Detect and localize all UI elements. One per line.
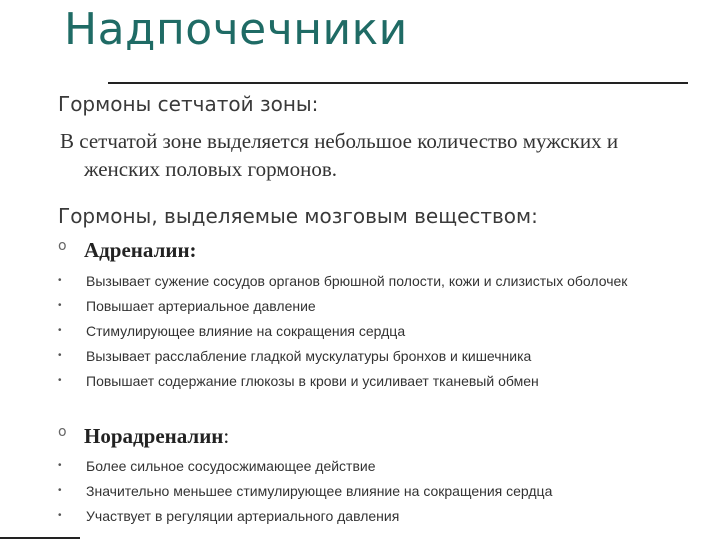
group-heading-adrenaline [58,238,197,263]
noradrenaline-effects-list [58,457,658,532]
title-divider [108,82,688,84]
group-name: Норадреналин [84,424,224,448]
list-item: • Значительно меньшее стимулирующее влияние на сокращения сердца [58,483,553,499]
group-name: Адреналин: [84,238,197,262]
list-item: • Более сильное сосудосжимающее действие [58,458,376,474]
corner-line [0,537,80,539]
paragraph-line-1: В сетчатой зоне выделяется небольшое количество мужских и [60,129,619,153]
group-heading-noradrenaline: o Норадреналин: [58,424,230,448]
hollow-bullet-icon: o [58,238,67,254]
adrenaline-effects-list [58,272,658,397]
slide-title: Надпочечники [64,4,408,55]
hollow-bullet-icon: o [58,424,67,440]
bullet-icon: • [58,460,62,471]
paragraph-line-2: женских половых гормонов. [84,157,337,181]
bullet-icon: • [58,275,62,286]
bullet-icon: • [58,485,62,496]
list-item: • Повышает артериальное давление [58,298,316,314]
bullet-icon: • [58,375,62,386]
bullet-icon: • [58,510,62,521]
list-item: • Вызывает расслабление гладкой мускулатуры бронхов и кишечника [58,348,532,364]
bullet-icon: • [58,300,62,311]
list-item: • Стимулирующее влияние на сокращения сердца [58,323,406,339]
section-heading-reticular: Гормоны сетчатой зоны: [58,92,319,116]
list-item: • Повышает содержание глюкозы в крови и усиливает тканевый обмен [58,373,539,389]
bullet-icon: • [58,350,62,361]
section-heading-medulla: Гормоны, выделяемые мозговым веществом: [58,204,538,228]
bullet-icon: • [58,325,62,336]
list-item: • Вызывает сужение сосудов органов брюшной полости, кожи и слизистых оболочек [58,273,628,289]
reticular-zone-paragraph [60,127,680,183]
list-item: • Участвует в регуляции артериального давления [58,508,400,524]
